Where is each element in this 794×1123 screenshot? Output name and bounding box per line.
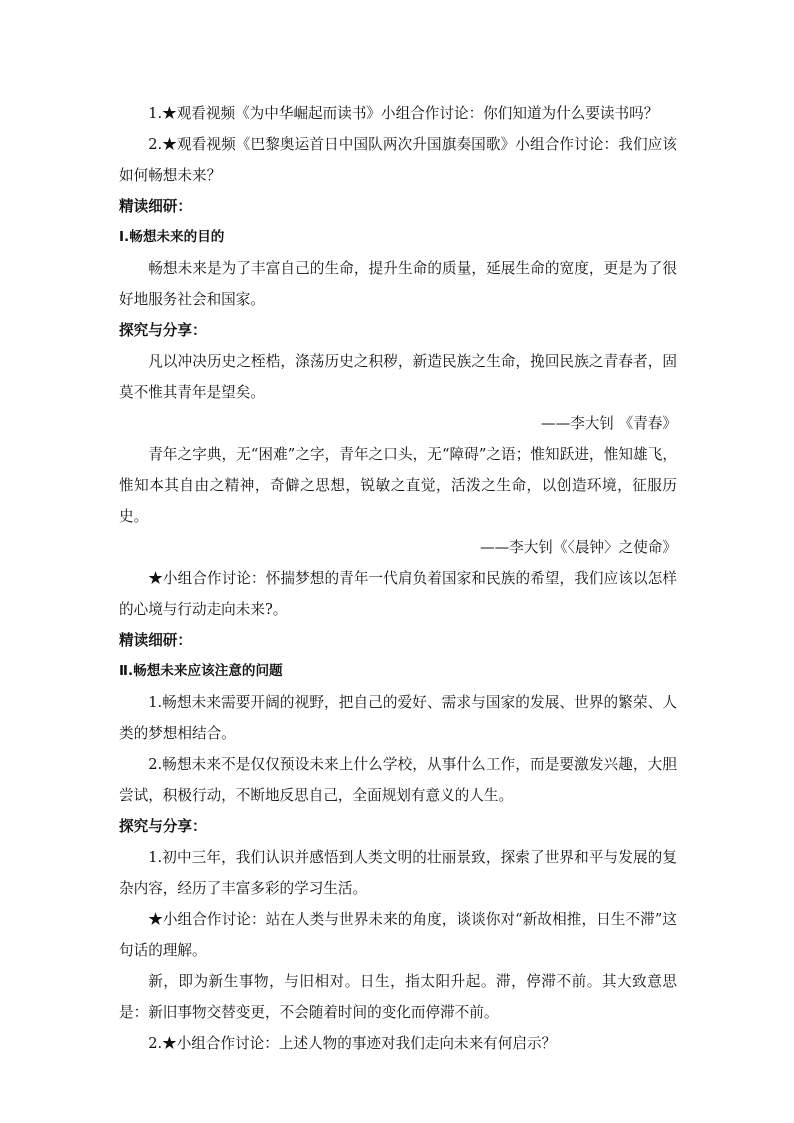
heading-explore-share-2: 探究与分享： bbox=[119, 818, 207, 835]
paragraph-issue-2: 2.畅想未来不是仅仅预设未来上什么学校，从事什么工作，而是要激发兴趣，大胆尝试，积极行动，不断地反思自己，全面规划有意义的人生。 bbox=[119, 756, 677, 804]
paragraph-discussion-figures: 2.★小组合作讨论：上述人物的事迹对我们走向未来有何启示？ bbox=[148, 1035, 557, 1052]
subheading-issues: Ⅱ.畅想未来应该注意的问题 bbox=[119, 663, 283, 679]
paragraph-video-reading: 1.★观看视频《为中华崛起而读书》小组合作讨论：你们知道为什么要读书吗？ bbox=[148, 105, 659, 122]
paragraph-purpose: 畅想未来是为了丰富自己的生命，提升生命的质量，延展生命的宽度，更是为了很好地服务社会和国家。 bbox=[119, 260, 677, 308]
attribution-morning-bell: ——李大钊《〈晨钟〉之使命》 bbox=[479, 539, 677, 556]
paragraph-discussion-youth: ★小组合作讨论：怀揣梦想的青年一代肩负着国家和民族的希望，我们应该以怎样的心境与行动走向未来?。 bbox=[119, 570, 677, 618]
paragraph-saying-meaning: 新，即为新生事物，与旧相对。日生，指太阳升起。滞，停滞不前。其大致意思是：新旧事物交替变更，不会随着时间的变化而停滞不前。 bbox=[119, 973, 677, 1021]
paragraph-video-olympics: 2.★观看视频《巴黎奥运首日中国队两次升国旗奏国歌》小组合作讨论：我们应该如何畅想未来？ bbox=[119, 136, 677, 184]
heading-close-reading-2: 精读细研： bbox=[119, 632, 192, 649]
paragraph-discussion-saying: ★小组合作讨论：站在人类与世界未来的角度，谈谈你对“新故相推，日生不滞”这句话的理解。 bbox=[119, 911, 677, 959]
paragraph-issue-1: 1.畅想未来需要开阔的视野，把自己的爱好、需求与国家的发展、世界的繁荣、人类的梦想相结合。 bbox=[119, 694, 677, 742]
heading-explore-share-1: 探究与分享： bbox=[119, 322, 207, 339]
heading-close-reading-1: 精读细研： bbox=[119, 198, 192, 215]
subheading-purpose: Ⅰ.畅想未来的目的 bbox=[119, 229, 225, 245]
paragraph-three-years: 1.初中三年，我们认识并感悟到人类文明的壮丽景致，探索了世界和平与发展的复杂内容，经历了丰富多彩的学习生活。 bbox=[119, 849, 677, 897]
quote-morning-bell: 青年之字典，无“困难”之字，青年之口头，无“障碍”之语；惟知跃进，惟知雄飞，惟知本其自由之精神，奇僻之思想，锐敏之直觉，活泼之生命，以创造环境，征服历史。 bbox=[119, 446, 677, 525]
attribution-youth: ——李大钊 《青春》 bbox=[541, 415, 677, 432]
quote-youth: 凡以冲决历史之桎梏，涤荡历史之积秽，新造民族之生命，挽回民族之青春者，固莫不惟其青年是望矣。 bbox=[119, 353, 677, 401]
document-body bbox=[119, 98, 677, 1059]
